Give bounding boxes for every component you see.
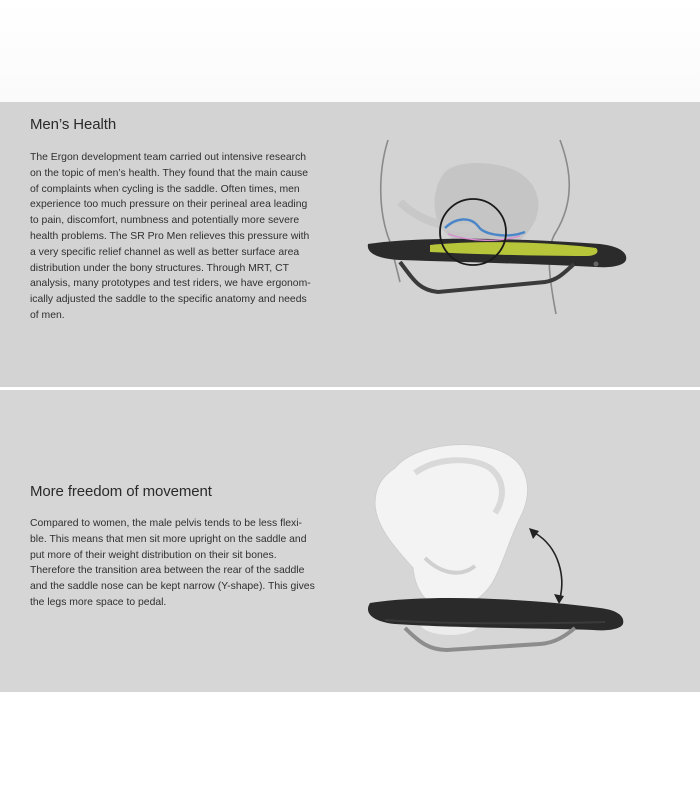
pelvis-bone — [375, 445, 528, 609]
freedom-paragraph — [30, 516, 315, 611]
section-title-freedom: More freedom of movement — [30, 483, 212, 500]
text-line: experience too much pressure on their perineal area leading — [30, 199, 308, 211]
pelvis-saddle-illustration — [355, 438, 645, 678]
text-line: of men. — [30, 309, 65, 321]
section-title-mens-health: Men’s Health — [30, 116, 117, 133]
mens-health-section — [0, 102, 700, 387]
freedom-of-movement-section — [0, 390, 700, 692]
footer-strip — [0, 692, 700, 800]
text-line: Therefore the transition area between the rear of the saddle — [30, 565, 305, 577]
rotation-arrow — [535, 533, 562, 598]
text-line: put more of their weight distribution on their sit bones. — [30, 549, 277, 561]
text-line: and the saddle nose can be kept narrow (Y-shape). This gives — [30, 581, 315, 593]
text-line: Compared to women, the male pelvis tends to be less flexi- — [30, 518, 303, 529]
arrow-head-top — [529, 528, 539, 539]
text-line: a very specific relief channel as well as better surface area — [30, 246, 300, 258]
text-line: ically adjusted the saddle to the specific anatomy and needs — [30, 294, 307, 306]
saddle-pressure-illustration — [360, 132, 650, 317]
saddle-bolt — [594, 262, 599, 267]
text-line: The Ergon development team carried out intensive research — [30, 152, 307, 163]
rider-outline-front — [381, 140, 400, 282]
rider-outline-back — [549, 140, 569, 314]
text-line: distribution under the bony structures. Through MRT, CT — [30, 262, 289, 274]
saddle-shell — [368, 598, 623, 630]
arrow-head-bottom — [554, 594, 564, 604]
text-line: of complaints when cycling is the saddle. Often times, men — [30, 183, 300, 195]
text-line: health problems. The SR Pro Men relieves this pressure with — [30, 230, 310, 242]
text-line: on the topic of men’s health. They found that the main cause — [30, 167, 309, 179]
text-line: to pain, discomfort, numbness and potentially more severe — [30, 215, 300, 227]
text-line: the legs more space to pedal. — [30, 596, 167, 608]
text-line: analysis, many prototypes and test riders, we have ergonom- — [30, 278, 311, 290]
saddle-rails — [400, 262, 574, 292]
mens-health-paragraph — [30, 150, 311, 324]
header-strip — [0, 0, 700, 102]
text-line: ble. This means that men sit more upright on the saddle and — [30, 533, 307, 545]
